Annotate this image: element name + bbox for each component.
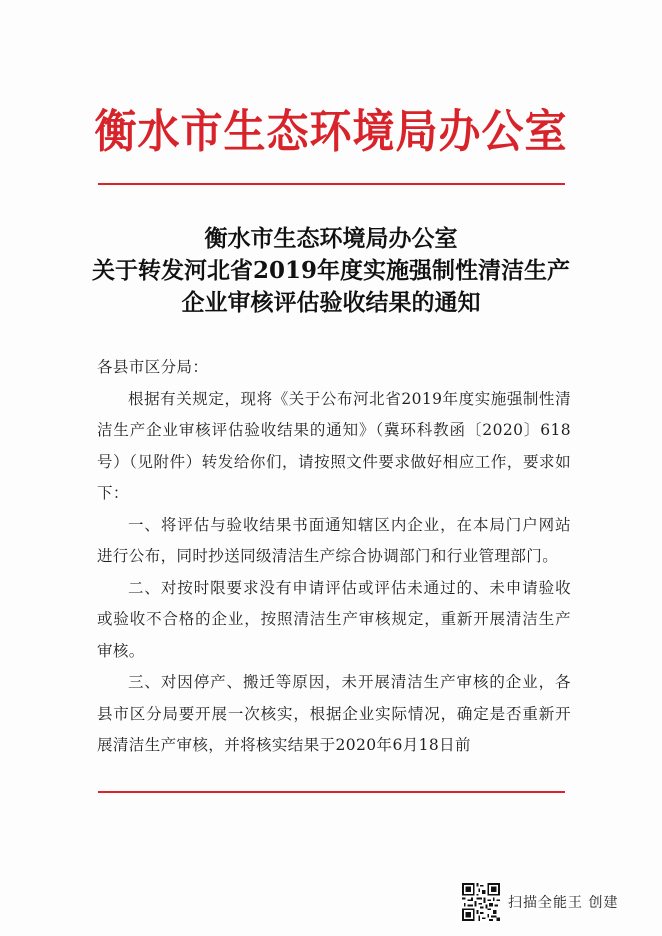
document-body: [97, 352, 571, 762]
title-line-3: 企业审核评估验收结果的通知: [181, 289, 481, 316]
title-line-1: 衡水市生态环境局办公室: [204, 225, 458, 252]
paragraph-item-1: 一、将评估与验收结果书面通知辖区内企业，在本局门户网站进行公布，同时抄送同级清洁生产综合协调部门和行业管理部门。: [97, 515, 571, 565]
qr-code-icon: [462, 883, 500, 921]
title-line-2: 关于转发河北省2019年度实施强制性清洁生产: [91, 257, 570, 284]
issuing-office-header: 衡水市生态环境局办公室: [94, 105, 568, 158]
document-title: [60, 223, 602, 319]
watermark-label: 扫描全能王 创建: [508, 895, 619, 911]
paragraph-item-3: 三、对因停产、搬迁等原因，未开展清洁生产审核的企业，各县市区分局要开展一次核实，根据企业实际情况，确定是否重新开展清洁生产审核，并将核实结果于2020年6月18日前: [97, 673, 571, 754]
scanner-watermark: [462, 883, 618, 921]
paragraph-item-2: 二、对按时限要求没有申请评估或评估未通过的、未申请验收或验收不合格的企业，按照清洁生产审核规定，重新开展清洁生产审核。: [97, 578, 571, 660]
header-red-rule: [98, 183, 565, 185]
paragraph-intro: 根据有关规定，现将《关于公布河北省2019年度实施强制性清洁生产企业审核评估验收结果的通知》（冀环科教函〔2020〕618号）（见附件）转发给你们，请按照文件要求做好相应工作，要求如下：: [97, 389, 571, 502]
salutation: 各县市区分局：: [97, 358, 209, 376]
footer-red-rule: [98, 791, 565, 793]
